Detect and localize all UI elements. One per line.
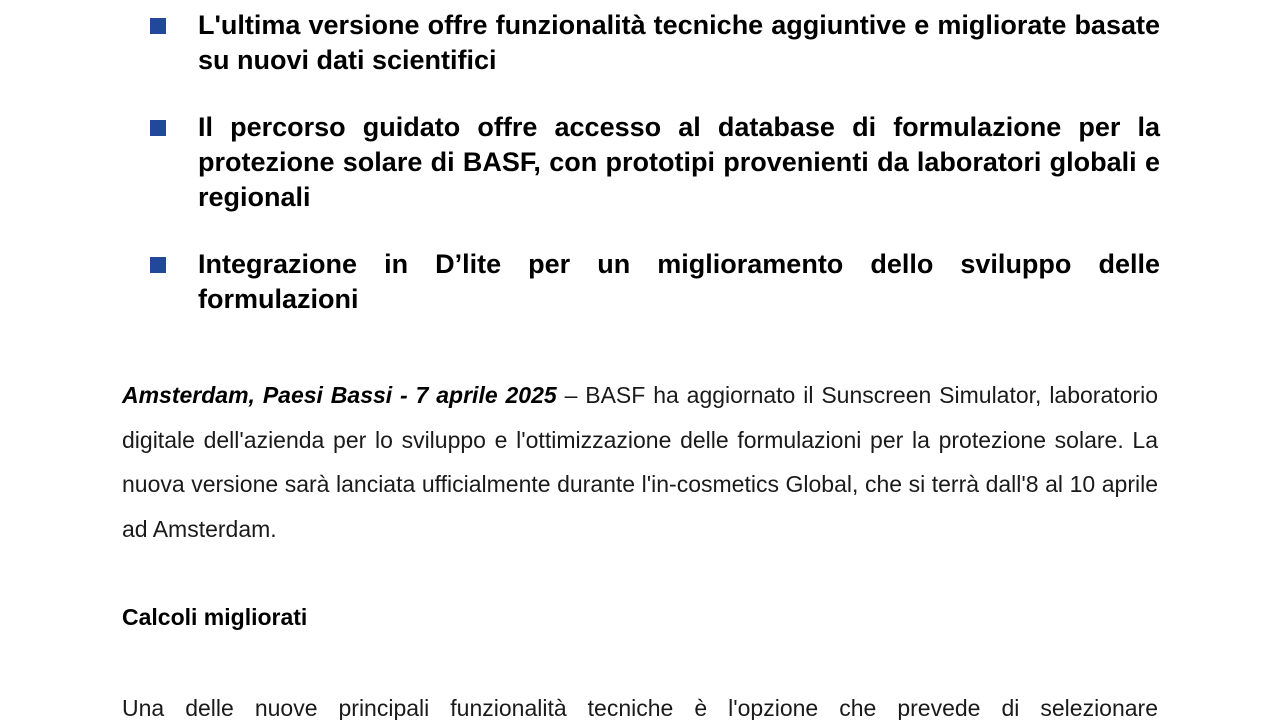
section-heading: Calcoli migliorati — [122, 604, 308, 630]
highlight-text: Il percorso guidato offre accesso al database di formulazione per la protezione solare di BASF, con prototipi provenienti da laboratori globali e regionali — [198, 112, 1160, 212]
lead-body: – BASF ha aggiornato il Sunscreen Simulator, laboratorio digitale dell'azienda per lo sviluppo e l'ottimizzazione delle formulazioni per la protezione solare. La nuova versione sarà lanciata ufficialmente durante l'in-cosmetics Global, che si terrà dall'8 al 10 aprile ad Amsterdam. — [122, 382, 1158, 542]
square-bullet-icon — [150, 18, 166, 34]
section-body: Una delle nuove principali funzionalità tecniche è l'opzione che prevede di selezionare — [122, 695, 1158, 720]
lead-paragraph — [122, 373, 1158, 551]
highlight-text: L'ultima versione offre funzionalità tecniche aggiuntive e migliorate basate su nuovi dati scientifici — [198, 10, 1160, 75]
square-bullet-icon — [150, 120, 166, 136]
highlight-text: Integrazione in D’lite per un miglioramento dello sviluppo delle formulazioni — [198, 249, 1160, 314]
dateline: Amsterdam, Paesi Bassi - 7 aprile 2025 — [122, 382, 557, 408]
highlight-item — [150, 247, 1160, 317]
highlight-item — [150, 8, 1160, 78]
highlight-item — [150, 110, 1160, 215]
square-bullet-icon — [150, 257, 166, 273]
highlights-list — [150, 8, 1160, 349]
